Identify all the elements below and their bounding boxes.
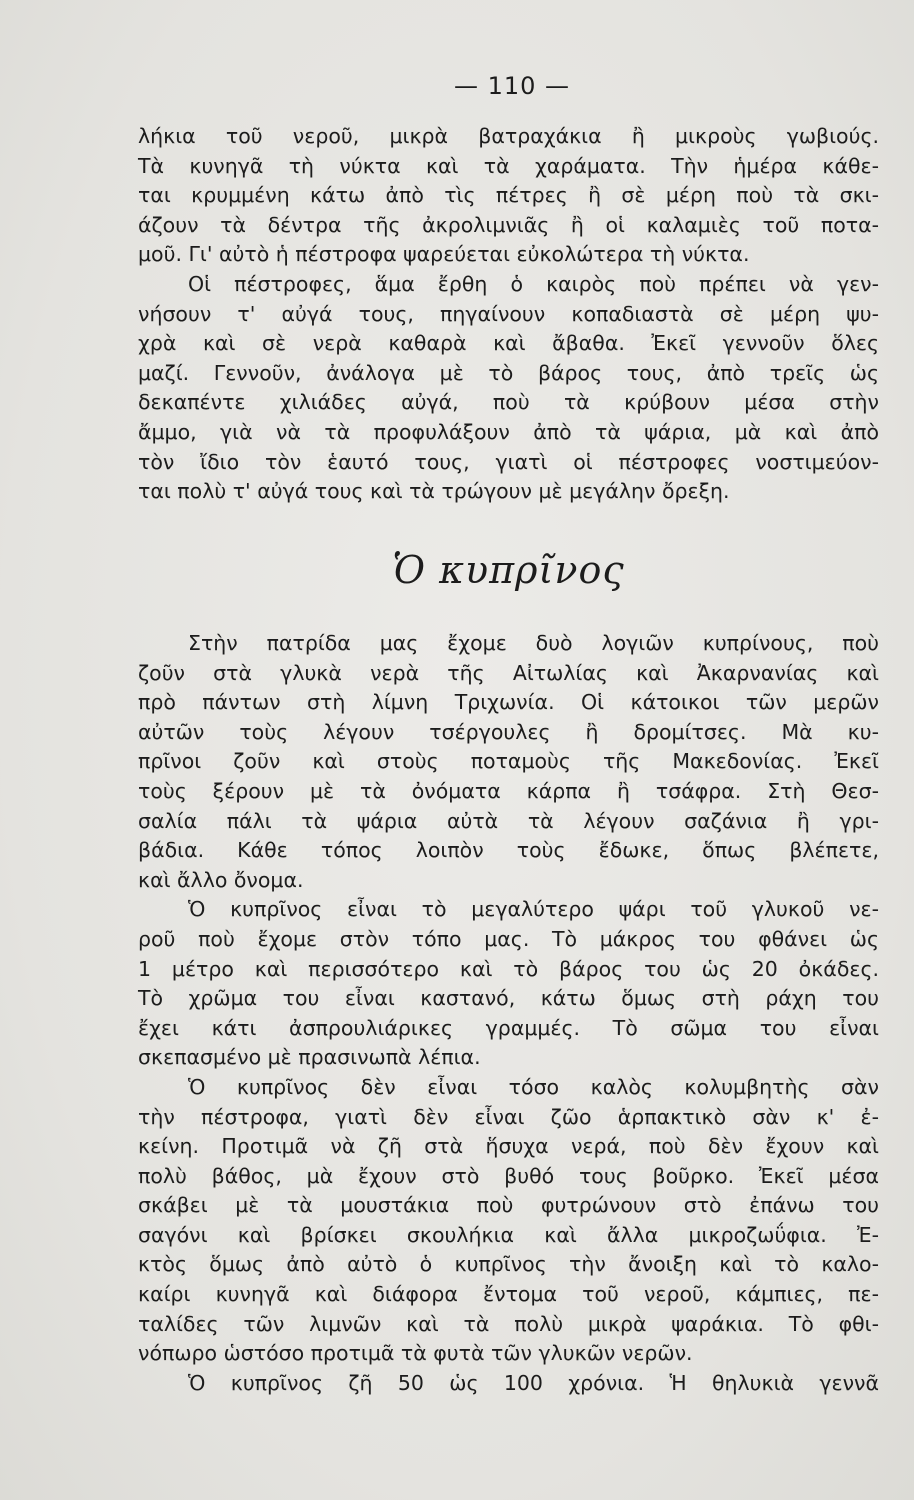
text-line: βάδια. Κάθε τόπος λοιπὸν τοὺς ἔδωκε, ὅπως βλέπετε, <box>138 838 879 863</box>
text-line: καὶ ἄλλο ὄνομα. <box>138 867 304 892</box>
text-line: ἄμμο, γιὰ νὰ τὰ προφυλάξουν ἀπὸ τὰ ψάρια, μὰ καὶ ἀπὸ <box>138 419 879 444</box>
paragraph <box>138 270 879 507</box>
section-heading: Ὁ κυπρῖνος <box>392 548 625 592</box>
text-line: ζοῦν στὰ γλυκὰ νερὰ τῆς Αἰτωλίας καὶ Ἀκαρνανίας καὶ <box>138 660 879 685</box>
paragraph <box>138 895 879 1073</box>
text-line: χρὰ καὶ σὲ νερὰ καθαρὰ καὶ ἄβαθα. Ἐκεῖ γεννοῦν ὅλες <box>138 331 879 356</box>
text-block-carp <box>138 629 879 1398</box>
text-line: σαγόνι καὶ βρίσκει σκουλήκια καὶ ἄλλα μικροζωΰφια. Ἐ- <box>138 1222 879 1247</box>
text-line: Ὁ κυπρῖνος δὲν εἶναι τόσο καλὸς κολυμβητὴς σὰν <box>188 1074 879 1099</box>
page-number: — 110 — <box>453 72 571 100</box>
text-block-top <box>138 122 879 507</box>
text-line: μαζί. Γεννοῦν, ἀνάλογα μὲ τὸ βάρος τους, ἀπὸ τρεῖς ὡς <box>138 360 879 385</box>
text-line: Ὁ κυπρῖνος ζῆ 50 ὡς 100 χρόνια. Ἡ θηλυκιὰ γεννᾶ <box>188 1370 879 1395</box>
text-line: καίρι κυνηγᾶ καὶ διάφορα ἔντομα τοῦ νεροῦ, κάμπιες, πε- <box>138 1282 879 1307</box>
text-line: τοὺς ξέρουν μὲ τὰ ὀνόματα κάρπα ἢ τσάφρα. Στὴ Θεσ- <box>138 778 879 803</box>
text-line: Οἱ πέστροφες, ἅμα ἔρθη ὁ καιρὸς ποὺ πρέπει νὰ γεν- <box>188 271 879 296</box>
text-line: αὐτῶν τοὺς λέγουν τσέργουλες ἢ δρομίτσες. Μὰ κυ- <box>138 719 879 744</box>
text-line: νόπωρο ὡστόσο προτιμᾶ τὰ φυτὰ τῶν γλυκῶν νερῶν. <box>138 1341 693 1366</box>
text-line: τὸν ἴδιο τὸν ἑαυτό τους, γιατὶ οἱ πέστροφες νοστιμεύον- <box>138 449 879 474</box>
text-line: τὴν πέστροφα, γιατὶ δὲν εἶναι ζῶο ἁρπακτικὸ σὰν κ' ἐ- <box>138 1104 879 1129</box>
text-line: λήκια τοῦ νεροῦ, μικρὰ βατραχάκια ἢ μικροὺς γωβιούς. <box>138 124 879 148</box>
text-line: κτὸς ὅμως ἀπὸ αὐτὸ ὁ κυπρῖνος τὴν ἄνοιξη καὶ τὸ καλο- <box>138 1252 879 1277</box>
text-line: Στὴν πατρίδα μας ἔχομε δυὸ λογιῶν κυπρίνους, ποὺ <box>188 631 879 655</box>
text-line: Τὸ χρῶμα του εἶναι καστανό, κάτω ὅμως στὴ ράχη του <box>138 986 879 1011</box>
text-line: μοῦ. Γι' αὐτὸ ἡ πέστροφα ψαρεύεται εὐκολώτερα τὴ νύκτα. <box>138 242 750 267</box>
text-line: πρὸ πάντων στὴ λίμνη Τριχωνία. Οἱ κάτοικοι τῶν μερῶν <box>138 690 879 715</box>
paragraph <box>138 122 879 270</box>
paragraph <box>138 1369 879 1399</box>
text-line: 1 μέτρο καὶ περισσότερο καὶ τὸ βάρος του ὡς 20 ὀκάδες. <box>138 956 879 981</box>
text-line: ροῦ ποὺ ἔχομε στὸν τόπο μας. Τὸ μάκρος του φθάνει ὡς <box>138 926 879 951</box>
text-line: Ὁ κυπρῖνος εἶναι τὸ μεγαλύτερο ψάρι τοῦ γλυκοῦ νε- <box>188 897 879 922</box>
text-line: σκάβει μὲ τὰ μουστάκια ποὺ φυτρώνουν στὸ ἐπάνω του <box>138 1193 879 1218</box>
text-line: ταλίδες τῶν λιμνῶν καὶ τὰ πολὺ μικρὰ ψαράκια. Τὸ φθι- <box>138 1311 879 1336</box>
paragraph <box>138 629 879 895</box>
text-line: σκεπασμένο μὲ πρασινωπὰ λέπια. <box>138 1045 481 1070</box>
text-line: ἔχει κάτι ἀσπρουλιάρικες γραμμές. Τὸ σῶμα του εἶναι <box>138 1015 879 1040</box>
text-line: κείνη. Προτιμᾶ νὰ ζῆ στὰ ἥσυχα νερά, ποὺ δὲν ἔχουν καὶ <box>138 1134 879 1159</box>
text-line: Τὰ κυνηγᾶ τὴ νύκτα καὶ τὰ χαράματα. Τὴν ἡμέρα κάθε- <box>138 153 879 178</box>
text-line: πρῖνοι ζοῦν καὶ στοὺς ποταμοὺς τῆς Μακεδονίας. Ἐκεῖ <box>138 749 879 774</box>
text-line: πολὺ βάθος, μὰ ἔχουν στὸ βυθό τους βοῦρκο. Ἐκεῖ μέσα <box>138 1163 879 1188</box>
text-line: ται πολὺ τ' αὐγά τους καὶ τὰ τρώγουν μὲ μεγάλην ὄρεξη. <box>138 479 730 504</box>
text-line: άζουν τὰ δέντρα τῆς ἀκρολιμνιᾶς ἢ οἱ καλαμιὲς τοῦ ποτα- <box>138 212 879 237</box>
text-line: δεκαπέντε χιλιάδες αὐγά, ποὺ τὰ κρύβουν μέσα στὴν <box>138 390 879 415</box>
text-line: ται κρυμμένη κάτω ἀπὸ τὶς πέτρες ἢ σὲ μέρη ποὺ τὰ σκι- <box>138 183 879 208</box>
text-line: νήσουν τ' αὐγά τους, πηγαίνουν κοπαδιαστὰ σὲ μέρη ψυ- <box>138 301 879 326</box>
text-line: σαλία πάλι τὰ ψάρια αὐτὰ τὰ λέγουν σαζάνια ἢ γρι- <box>138 808 879 833</box>
paragraph <box>138 1073 879 1369</box>
